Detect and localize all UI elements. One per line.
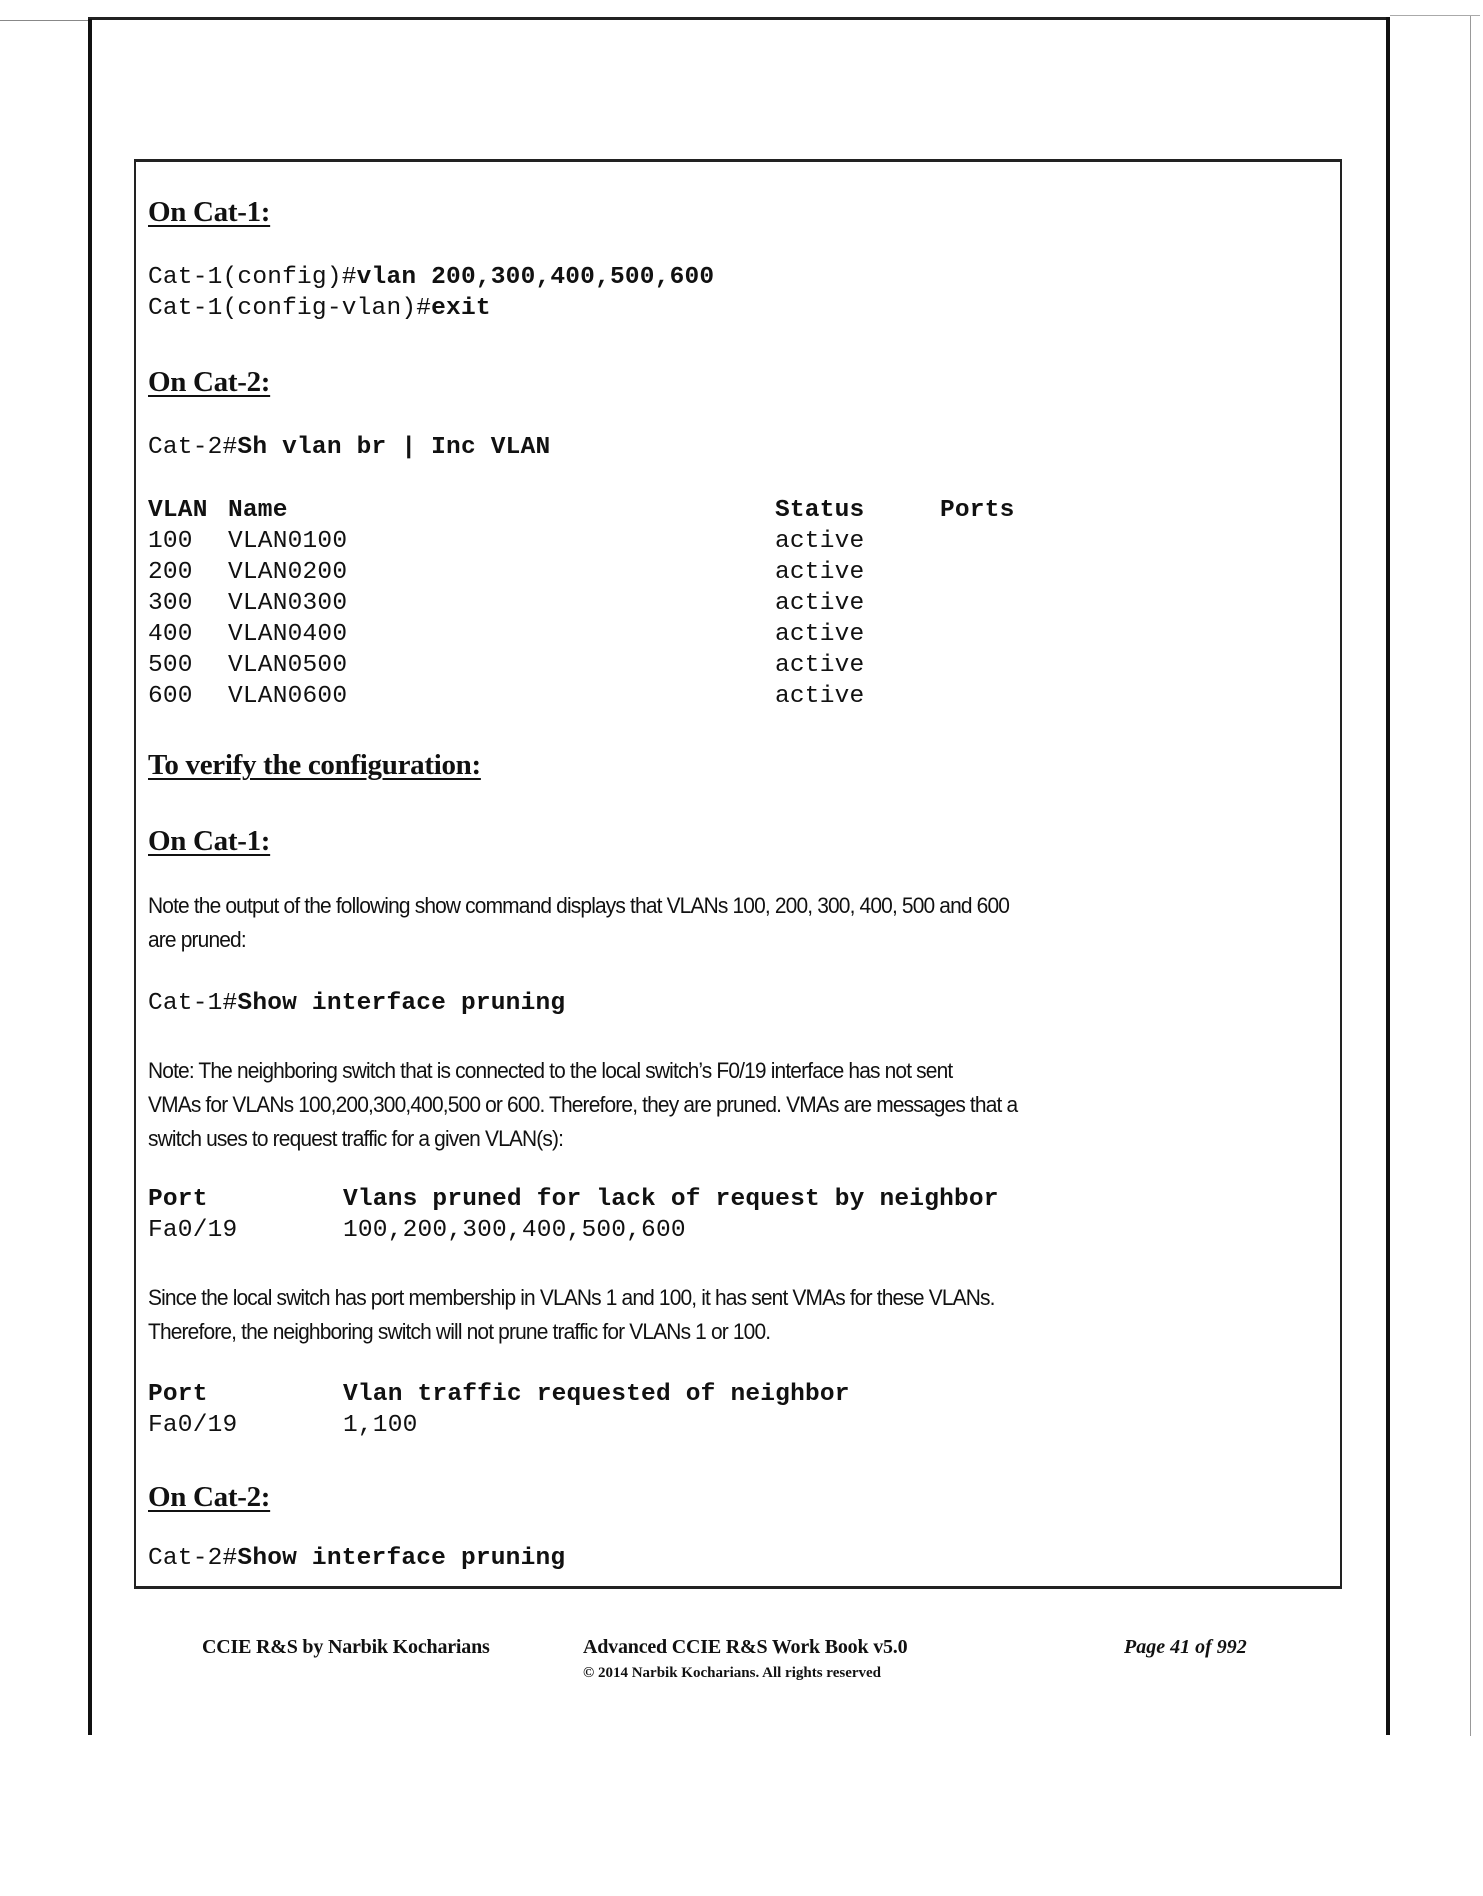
cli-line bbox=[148, 1545, 565, 1572]
table-cell-status: active bbox=[775, 652, 865, 679]
table-cell-vlan: 300 bbox=[148, 590, 193, 617]
table-cell-vlan: 200 bbox=[148, 559, 193, 586]
output-port: Fa0/19 bbox=[148, 1217, 238, 1244]
table-cell-vlan: 400 bbox=[148, 621, 193, 648]
section-heading-verify-cat2: On Cat-2: bbox=[148, 1481, 271, 1513]
table-header-name: Name bbox=[228, 497, 288, 524]
table-header-ports: Ports bbox=[940, 497, 1015, 524]
table-cell-status: active bbox=[775, 559, 865, 586]
table-cell-name: VLAN0500 bbox=[228, 652, 348, 679]
table-cell-vlan: 600 bbox=[148, 683, 193, 710]
table-cell-name: VLAN0200 bbox=[228, 559, 348, 586]
section-heading-verify: To verify the configuration: bbox=[148, 749, 481, 781]
cli-command: Show interface pruning bbox=[237, 990, 566, 1017]
cli-prompt: Cat-2# bbox=[148, 1545, 238, 1572]
note-line: Note: The neighboring switch that is connected to the local switch’s F0/19 interface has not sent bbox=[148, 1058, 953, 1083]
table-cell-name: VLAN0400 bbox=[228, 621, 348, 648]
note-line: Since the local switch has port membership in VLANs 1 and 100, it has sent VMAs for these VLANs. bbox=[148, 1285, 995, 1310]
cli-prompt: Cat-2# bbox=[148, 434, 238, 461]
table-cell-status: active bbox=[775, 528, 865, 555]
section-heading-cat1: On Cat-1: bbox=[148, 196, 271, 228]
output-value: 100,200,300,400,500,600 bbox=[343, 1217, 686, 1244]
table-cell-status: active bbox=[775, 621, 865, 648]
output-port: Fa0/19 bbox=[148, 1412, 238, 1439]
content-box bbox=[134, 159, 1342, 1589]
output-header-port: Port bbox=[148, 1186, 208, 1213]
note-paragraph bbox=[148, 1281, 995, 1349]
footer-book-title: Advanced CCIE R&S Work Book v5.0 bbox=[583, 1636, 908, 1658]
table-cell-vlan: 500 bbox=[148, 652, 193, 679]
note-paragraph bbox=[148, 1054, 1017, 1156]
page-edge bbox=[1470, 16, 1471, 1736]
note-line: are pruned: bbox=[148, 927, 246, 952]
cli-command: Sh vlan br | Inc VLAN bbox=[237, 434, 551, 461]
note-paragraph bbox=[148, 889, 1009, 957]
output-header-value: Vlans pruned for lack of request by neighbor bbox=[343, 1186, 999, 1213]
table-cell-status: active bbox=[775, 590, 865, 617]
page-frame-left bbox=[88, 19, 92, 1735]
cli-line bbox=[148, 295, 491, 322]
output-header-port: Port bbox=[148, 1381, 208, 1408]
frame-line bbox=[1390, 15, 1480, 16]
table-cell-vlan: 100 bbox=[148, 528, 193, 555]
cli-line bbox=[148, 264, 714, 291]
footer-copyright: © 2014 Narbik Kocharians. All rights reserved bbox=[583, 1665, 882, 1681]
cli-prompt: Cat-1(config)# bbox=[148, 264, 357, 291]
table-header-status: Status bbox=[775, 497, 865, 524]
table-cell-name: VLAN0600 bbox=[228, 683, 348, 710]
footer-author: CCIE R&S by Narbik Kocharians bbox=[202, 1636, 490, 1658]
table-cell-name: VLAN0100 bbox=[228, 528, 348, 555]
table-cell-status: active bbox=[775, 683, 865, 710]
output-value: 1,100 bbox=[343, 1412, 418, 1439]
cli-line bbox=[148, 990, 565, 1017]
table-cell-name: VLAN0300 bbox=[228, 590, 348, 617]
page-frame-top bbox=[88, 17, 1390, 20]
note-line: Note the output of the following show command displays that VLANs 100, 200, 300, 400, 500 and 600 bbox=[148, 893, 1010, 918]
footer-page-number: Page 41 of 992 bbox=[1124, 1636, 1247, 1658]
section-heading-cat2: On Cat-2: bbox=[148, 366, 271, 398]
cli-command: exit bbox=[431, 295, 491, 322]
cli-command: Show interface pruning bbox=[237, 1545, 566, 1572]
table-header-vlan: VLAN bbox=[148, 497, 208, 524]
cli-command: vlan 200,300,400,500,600 bbox=[356, 264, 715, 291]
section-heading-verify-cat1: On Cat-1: bbox=[148, 825, 271, 857]
cli-line bbox=[148, 434, 550, 461]
page-frame-right bbox=[1386, 17, 1390, 1735]
cli-prompt: Cat-1(config-vlan)# bbox=[148, 295, 432, 322]
frame-line bbox=[0, 20, 90, 21]
cli-prompt: Cat-1# bbox=[148, 990, 238, 1017]
note-line: switch uses to request traffic for a given VLAN(s): bbox=[148, 1126, 564, 1151]
note-line: Therefore, the neighboring switch will not prune traffic for VLANs 1 or 100. bbox=[148, 1319, 771, 1344]
note-line: VMAs for VLANs 100,200,300,400,500 or 600. Therefore, they are pruned. VMAs are messages that a bbox=[148, 1092, 1018, 1117]
output-header-value: Vlan traffic requested of neighbor bbox=[343, 1381, 850, 1408]
